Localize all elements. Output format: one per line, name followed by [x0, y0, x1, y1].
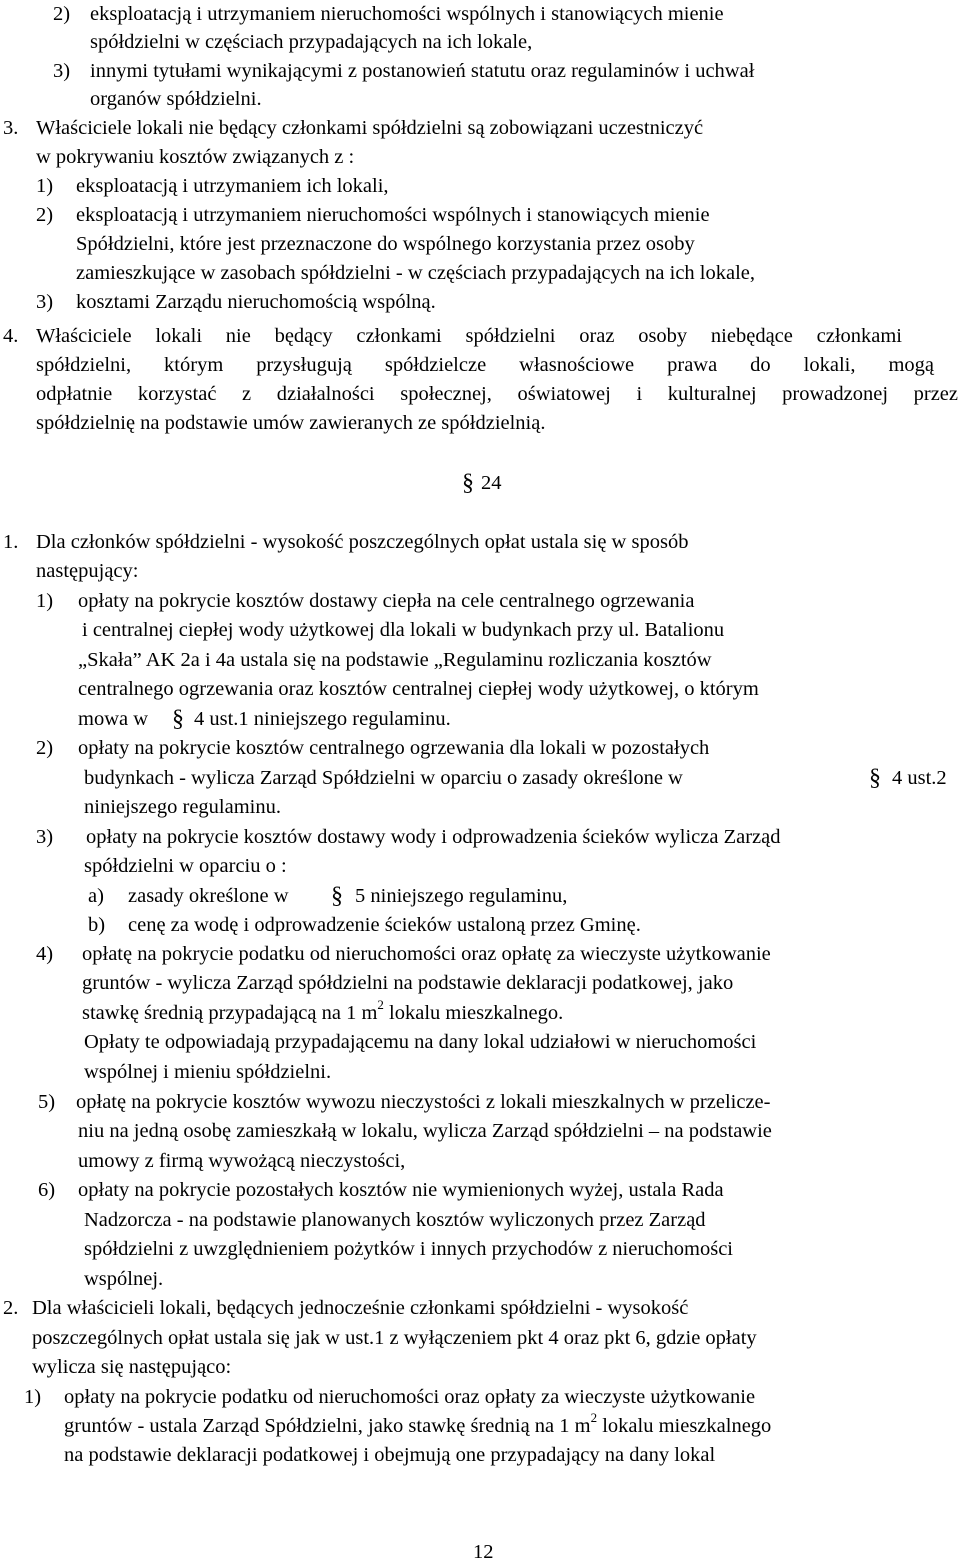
list-item-text: spółdzielni w oparciu o : — [84, 855, 287, 877]
list-number: 2) — [36, 204, 54, 226]
paragraph-text: Dla członków spółdzielni - wysokość poszczególnych opłat ustala się w sposób — [36, 531, 689, 553]
section-symbol: § — [462, 470, 474, 496]
list-item-text: Nadzorcza - na podstawie planowanych kosztów wyliczonych przez Zarząd — [84, 1209, 706, 1231]
list-item-text: wspólnej. — [84, 1268, 164, 1290]
text-run: gruntów - ustala Zarząd Spółdzielni, jako stawkę średnią na 1 m — [64, 1415, 591, 1437]
list-item-text: na podstawie deklaracji podatkowej i obejmują one przypadający na dany lokal — [64, 1444, 716, 1466]
list-item-text: spółdzielni z uwzględnieniem pożytków i innych przychodów z nieruchomości — [84, 1238, 733, 1260]
list-item-text: eksploatacją i utrzymaniem nieruchomości wspólnych i stanowiących mienie — [76, 204, 710, 226]
paragraph-text: Właściciele lokali nie będący członkami spółdzielni są zobowiązani uczestniczyć — [36, 117, 704, 139]
paragraph-text: poszczególnych opłat ustala się jak w ust.1 z wyłączeniem pkt 4 oraz pkt 6, gdzie opłaty — [32, 1327, 757, 1349]
list-number: 1) — [24, 1386, 42, 1408]
paragraph-number: 4. — [3, 325, 19, 347]
superscript: 2 — [377, 997, 384, 1013]
list-item-text: opłaty na pokrycie kosztów dostawy wody i odprowadzenia ścieków wylicza Zarząd — [86, 826, 781, 848]
list-item-text: spółdzielni w częściach przypadających na ich lokale, — [90, 31, 533, 53]
sublist-text: cenę za wodę i odprowadzenie ścieków ustaloną przez Gminę. — [128, 914, 641, 936]
section-symbol: § — [172, 706, 184, 732]
list-item-text: „Skała” AK 2a i 4a ustala się na podstawie „Regulaminu rozliczania kosztów — [78, 649, 712, 671]
paragraph-number: 2. — [3, 1297, 19, 1319]
list-item-text: opłatę na pokrycie kosztów wywozu nieczystości z lokali mieszkalnych w przelicze- — [76, 1091, 771, 1113]
paragraph-number: 1. — [3, 531, 19, 553]
text-run: lokalu mieszkalnego. — [383, 1002, 564, 1024]
list-item-text: wspólnej i mieniu spółdzielni. — [84, 1061, 332, 1083]
paragraph-text: w pokrywaniu kosztów związanych z : — [36, 146, 355, 168]
list-number: 3) — [36, 291, 54, 313]
list-number: 1) — [36, 590, 54, 612]
list-number: 2) — [36, 737, 54, 759]
list-item-text: 4 ust.1 niniejszego regulaminu. — [194, 708, 451, 730]
list-item-text: innymi tytułami wynikającymi z postanowień statutu oraz regulaminów i uchwał — [90, 60, 755, 82]
paragraph-text: odpłatnie korzystać z działalności społecznej, oświatowej i kulturalnej prowadzonej przez — [36, 383, 958, 405]
paragraph-text: spółdzielnię na podstawie umów zawieranych ze spółdzielnią. — [36, 412, 546, 434]
list-item-text: opłatę na pokrycie podatku od nieruchomości oraz opłatę za wieczyste użytkowanie — [82, 943, 771, 965]
list-item-text: eksploatacją i utrzymaniem ich lokali, — [76, 175, 389, 197]
list-item-text: Opłaty te odpowiadają przypadającemu na dany lokal udziałowi w nieruchomości — [84, 1031, 757, 1053]
sublist-text: zasady określone w — [128, 885, 289, 907]
sublist-letter: a) — [88, 885, 104, 907]
paragraph-text: Właściciele lokali nie będący członkami spółdzielni oraz osoby niebędące członkami — [36, 325, 902, 347]
list-item-text: kosztami Zarządu nieruchomością wspólną. — [76, 291, 436, 313]
list-item-text: niu na jedną osobę zamieszkałą w lokalu, wylicza Zarząd spółdzielni – na podstawie — [78, 1120, 772, 1142]
superscript: 2 — [590, 1410, 598, 1426]
list-item-text: Spółdzielni, które jest przeznaczone do wspólnego korzystania przez osoby — [76, 233, 695, 255]
list-number: 5) — [38, 1091, 56, 1113]
list-item-text: opłaty na pokrycie pozostałych kosztów nie wymienionych wyżej, ustala Rada — [78, 1179, 724, 1201]
list-item-text — [82, 999, 563, 1027]
paragraph-number: 3. — [3, 117, 19, 139]
paragraph-text: następujący: — [36, 560, 139, 582]
list-number: 1) — [36, 175, 54, 197]
sublist-letter: b) — [88, 914, 106, 936]
list-item-text: mowa w — [78, 708, 149, 730]
list-number: 2) — [53, 3, 71, 25]
list-number: 3) — [36, 826, 54, 848]
section-symbol: § — [331, 883, 343, 909]
paragraph-text: wylicza się następująco: — [32, 1356, 232, 1378]
list-item-text: gruntów - wylicza Zarząd spółdzielni na podstawie deklaracji podatkowej, jako — [82, 972, 734, 994]
list-item-text: centralnego ogrzewania oraz kosztów centralnej ciepłej wody użytkowej, o którym — [78, 678, 759, 700]
list-item-text: niniejszego regulaminu. — [84, 796, 281, 818]
list-number: 3) — [53, 60, 71, 82]
list-item-text: 4 ust.2 — [892, 767, 947, 789]
sublist-text: 5 niniejszego regulaminu, — [355, 885, 568, 907]
paragraph-text: Dla właścicieli lokali, będących jednocześnie członkami spółdzielni - wysokość — [32, 1297, 689, 1319]
section-symbol: § — [869, 765, 881, 791]
list-item-text: eksploatacją i utrzymaniem nieruchomości wspólnych i stanowiących mienie — [90, 3, 724, 25]
list-item-text: organów spółdzielni. — [90, 88, 262, 110]
list-item-text: umowy z firmą wywożącą nieczystości, — [78, 1150, 406, 1172]
list-item-text: opłaty na pokrycie kosztów centralnego ogrzewania dla lokali w pozostałych — [78, 737, 710, 759]
list-item-text: zamieszkujące w zasobach spółdzielni - w częściach przypadających na ich lokale, — [76, 262, 756, 284]
list-item-text: i centralnej ciepłej wody użytkowej dla lokali w budynkach przy ul. Batalionu — [82, 619, 725, 641]
list-item-text — [64, 1412, 771, 1440]
list-number: 4) — [36, 943, 54, 965]
page-number: 12 — [473, 1541, 494, 1563]
section-number: 24 — [481, 472, 502, 494]
list-item-text: budynkach - wylicza Zarząd Spółdzielni w oparciu o zasady określone w — [84, 767, 683, 789]
text-run: stawkę średnią przypadającą na 1 m — [82, 1002, 378, 1024]
list-item-text: opłaty na pokrycie kosztów dostawy ciepła na cele centralnego ogrzewania — [78, 590, 695, 612]
paragraph-text: spółdzielni, którym przysługują spółdzielcze własnościowe prawa do lokali, mogą — [36, 354, 934, 376]
list-item-text: opłaty na pokrycie podatku od nieruchomości oraz opłaty za wieczyste użytkowanie — [64, 1386, 756, 1408]
list-number: 6) — [38, 1179, 56, 1201]
text-run: lokalu mieszkalnego — [597, 1415, 772, 1437]
